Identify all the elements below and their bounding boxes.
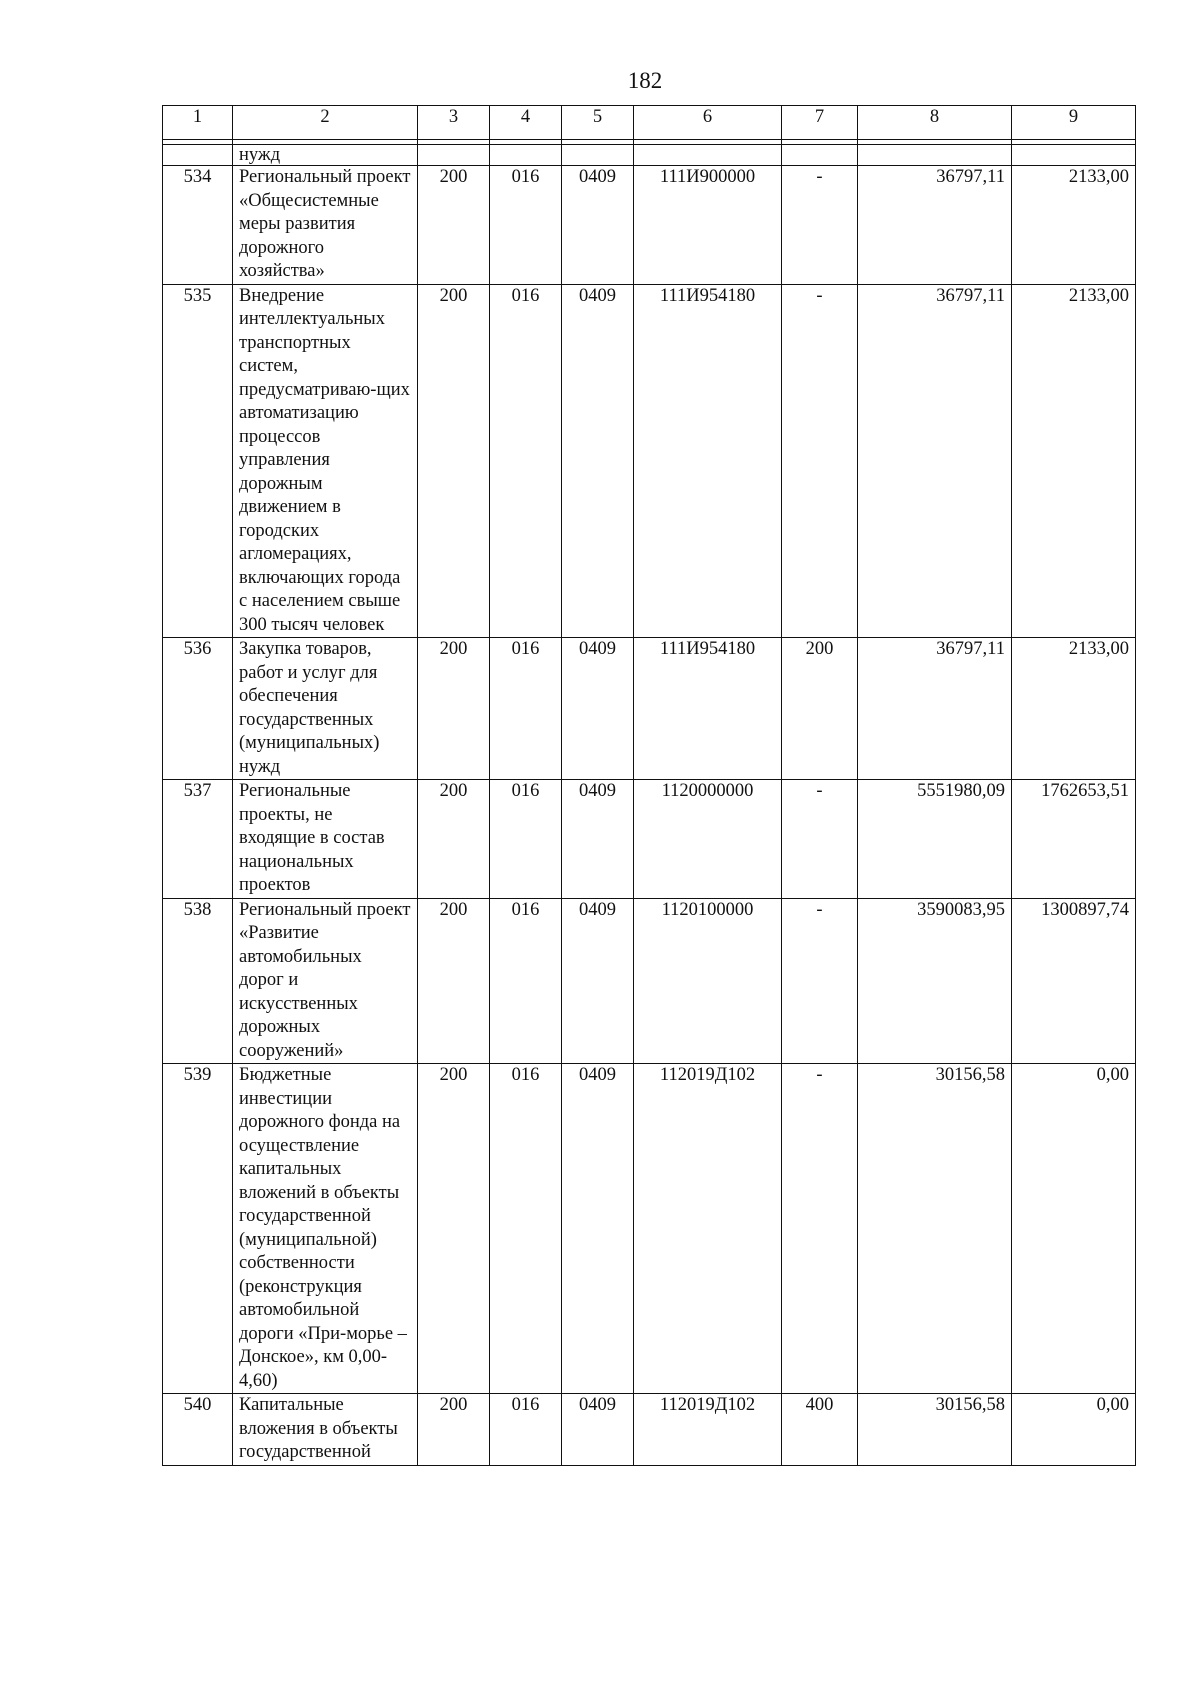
column-header: 4 — [490, 106, 562, 140]
code-cell: 016 — [490, 780, 562, 899]
code-cell: - — [782, 284, 858, 638]
column-header: 3 — [418, 106, 490, 140]
item-name-cell: Региональные проекты, не входящие в состав национальных проектов — [233, 780, 418, 899]
code-cell: 111И954180 — [634, 638, 782, 780]
row-number-cell: 535 — [163, 284, 233, 638]
amount-cell: 5551980,09 — [858, 780, 1012, 899]
table-row — [163, 780, 1136, 899]
code-cell — [562, 145, 634, 166]
column-header: 5 — [562, 106, 634, 140]
budget-table — [162, 105, 1136, 1466]
code-cell: - — [782, 166, 858, 285]
code-cell: 0409 — [562, 284, 634, 638]
amount-cell: 3590083,95 — [858, 898, 1012, 1064]
code-cell: - — [782, 1064, 858, 1394]
column-header: 9 — [1012, 106, 1136, 140]
code-cell — [418, 145, 490, 166]
amount-cell: 36797,11 — [858, 284, 1012, 638]
code-cell — [634, 145, 782, 166]
amount-cell: 1762653,51 — [1012, 780, 1136, 899]
code-cell: 0409 — [562, 1064, 634, 1394]
amount-cell — [1012, 145, 1136, 166]
code-cell: 112019Д102 — [634, 1064, 782, 1394]
code-cell: 200 — [418, 1064, 490, 1394]
code-cell: 200 — [782, 638, 858, 780]
code-cell: 0409 — [562, 166, 634, 285]
table-header — [163, 106, 1136, 140]
code-cell — [782, 145, 858, 166]
code-cell: 400 — [782, 1394, 858, 1466]
code-cell: 112019Д102 — [634, 1394, 782, 1466]
column-number-row — [163, 106, 1136, 140]
code-cell: 1120000000 — [634, 780, 782, 899]
code-cell: 200 — [418, 166, 490, 285]
amount-cell: 30156,58 — [858, 1394, 1012, 1466]
code-cell: 016 — [490, 1064, 562, 1394]
code-cell: 0409 — [562, 638, 634, 780]
amount-cell: 36797,11 — [858, 638, 1012, 780]
table-row — [163, 1064, 1136, 1394]
code-cell: 200 — [418, 898, 490, 1064]
amount-cell: 2133,00 — [1012, 166, 1136, 285]
amount-cell: 0,00 — [1012, 1064, 1136, 1394]
row-number-cell: 536 — [163, 638, 233, 780]
table-row — [163, 145, 1136, 166]
amount-cell — [858, 145, 1012, 166]
code-cell: 200 — [418, 638, 490, 780]
code-cell: 016 — [490, 1394, 562, 1466]
table-row — [163, 638, 1136, 780]
code-cell: - — [782, 780, 858, 899]
table-body — [163, 140, 1136, 1466]
code-cell: 200 — [418, 780, 490, 899]
code-cell: 111И954180 — [634, 284, 782, 638]
code-cell: 200 — [418, 1394, 490, 1466]
code-cell: 016 — [490, 898, 562, 1064]
column-header: 8 — [858, 106, 1012, 140]
code-cell: 200 — [418, 284, 490, 638]
row-number-cell — [163, 145, 233, 166]
item-name-cell: Закупка товаров, работ и услуг для обеспечения государственных (муниципальных) нужд — [233, 638, 418, 780]
item-name-cell: Внедрение интеллектуальных транспортных систем, предусматриваю-щих автоматизацию процессов управления дорожным движением в городских агломерациях, включающих города с населением свыше 300 тысяч человек — [233, 284, 418, 638]
amount-cell: 2133,00 — [1012, 284, 1136, 638]
page-number: 182 — [627, 68, 663, 93]
column-header: 7 — [782, 106, 858, 140]
code-cell — [490, 145, 562, 166]
row-number-cell: 537 — [163, 780, 233, 899]
row-number-cell: 540 — [163, 1394, 233, 1466]
amount-cell: 1300897,74 — [1012, 898, 1136, 1064]
item-name-cell: Региональный проект «Развитие автомобильных дорог и искусственных дорожных сооружений» — [233, 898, 418, 1064]
table-row — [163, 284, 1136, 638]
amount-cell: 30156,58 — [858, 1064, 1012, 1394]
table-row — [163, 166, 1136, 285]
row-number-cell: 538 — [163, 898, 233, 1064]
amount-cell: 36797,11 — [858, 166, 1012, 285]
code-cell: 0409 — [562, 898, 634, 1064]
item-name-cell: Бюджетные инвестиции дорожного фонда на осуществление капитальных вложений в объекты государственной (муниципальной) собственности (реконструкция автомобильной дороги «При-морье – Донское», км 0,00-4,60) — [233, 1064, 418, 1394]
code-cell: 0409 — [562, 780, 634, 899]
column-header: 1 — [163, 106, 233, 140]
item-name-cell: нужд — [233, 145, 418, 166]
table-row — [163, 898, 1136, 1064]
row-number-cell: 539 — [163, 1064, 233, 1394]
amount-cell: 0,00 — [1012, 1394, 1136, 1466]
code-cell: 111И900000 — [634, 166, 782, 285]
amount-cell: 2133,00 — [1012, 638, 1136, 780]
table-row — [163, 1394, 1136, 1466]
code-cell: 0409 — [562, 1394, 634, 1466]
code-cell: 016 — [490, 284, 562, 638]
column-header: 2 — [233, 106, 418, 140]
item-name-cell: Региональный проект «Общесистемные меры развития дорожного хозяйства» — [233, 166, 418, 285]
code-cell: 1120100000 — [634, 898, 782, 1064]
code-cell: 016 — [490, 166, 562, 285]
code-cell: 016 — [490, 638, 562, 780]
code-cell: - — [782, 898, 858, 1064]
column-header: 6 — [634, 106, 782, 140]
item-name-cell: Капитальные вложения в объекты государственной — [233, 1394, 418, 1466]
row-number-cell: 534 — [163, 166, 233, 285]
